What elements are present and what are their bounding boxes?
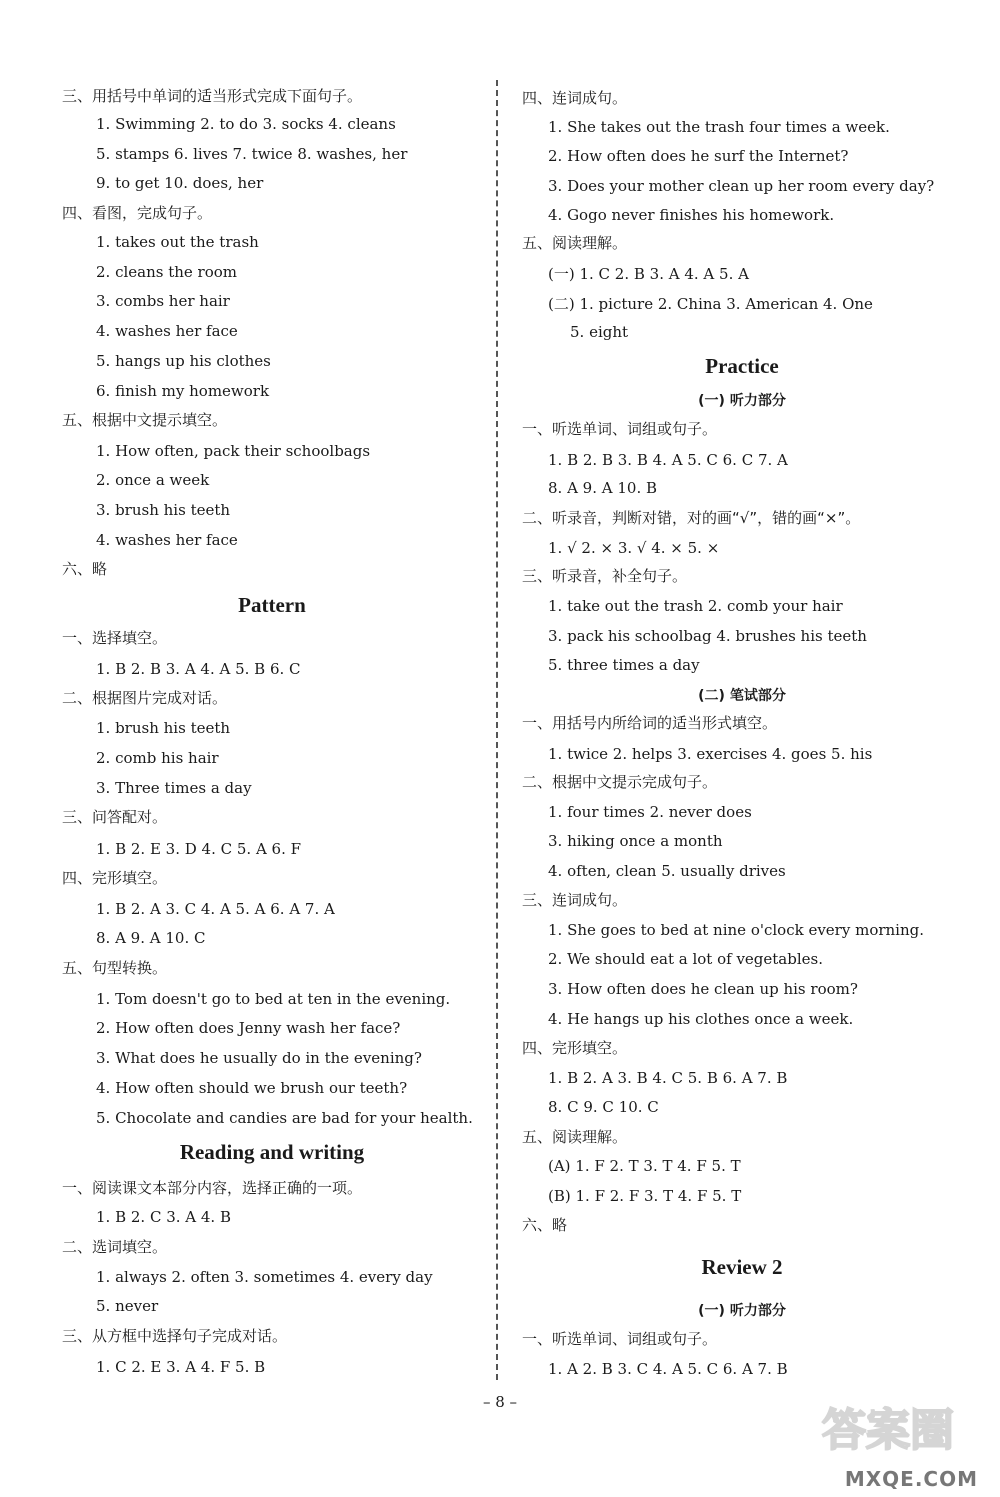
answer-line: 1. always 2. often 3. sometimes 4. every day [96, 1268, 433, 1286]
answer-line: 2. once a week [96, 471, 210, 489]
unit-title: Pattern [238, 593, 306, 617]
answer-line: 2. cleans the room [96, 263, 238, 281]
answer-line: 5. eight [570, 323, 629, 341]
section-heading: 三、用括号中单词的适当形式完成下面句子。 [62, 87, 363, 105]
answer-line: 1. B 2. B 3. B 4. A 5. C 6. C 7. A [548, 451, 788, 469]
answer-line: 1. C 2. E 3. A 4. F 5. B [96, 1358, 266, 1376]
section-heading: 二、根据图片完成对话。 [62, 689, 228, 707]
section-heading: 五、根据中文提示填空。 [62, 411, 228, 429]
section-heading: 二、选词填空。 [62, 1238, 168, 1256]
answer-line: (二) 1. picture 2. China 3. American 4. One [548, 295, 873, 313]
answer-line: (A) 1. F 2. T 3. T 4. F 5. T [548, 1157, 741, 1175]
answer-line: 3. brush his teeth [96, 501, 231, 519]
section-heading: 五、阅读理解。 [522, 1128, 628, 1146]
answer-line: 1. She goes to bed at nine o'clock every morning. [548, 921, 925, 939]
answer-line: 5. stamps 6. lives 7. twice 8. washes, her [96, 145, 408, 163]
answer-line: 4. Gogo never finishes his homework. [548, 206, 835, 224]
watermark-brand: 答案圈 [822, 1405, 954, 1456]
answer-line: 5. never [96, 1297, 159, 1315]
answer-line: 1. She takes out the trash four times a week. [548, 118, 890, 136]
answer-line: 4. washes her face [96, 322, 238, 340]
watermark-url: MXQE.COM [844, 1467, 978, 1491]
section-heading: 二、听录音，判断对错，对的画“√”，错的画“×”。 [522, 509, 861, 527]
answer-line: 8. C 9. C 10. C [548, 1098, 659, 1116]
section-heading: 一、用括号内所给词的适当形式填空。 [522, 714, 778, 732]
answer-line: 2. How often does he surf the Internet? [548, 147, 849, 165]
column-divider [496, 80, 498, 1380]
answer-line: 1. take out the trash 2. comb your hair [548, 597, 843, 615]
answer-line: 3. combs her hair [96, 292, 230, 310]
answer-line: (一) 1. C 2. B 3. A 4. A 5. A [548, 265, 749, 283]
section-heading: 三、听录音，补全句子。 [522, 567, 688, 585]
answer-line: 1. B 2. E 3. D 4. C 5. A 6. F [96, 840, 302, 858]
subsection-title: (二) 笔试部分 [698, 688, 786, 704]
answer-line: 6. finish my homework [96, 382, 270, 400]
answer-line: 1. B 2. C 3. A 4. B [96, 1208, 231, 1226]
answer-line: 2. comb his hair [96, 749, 219, 767]
subsection-title: (一) 听力部分 [698, 393, 786, 409]
answer-line: 4. often, clean 5. usually drives [548, 862, 786, 880]
answer-line: 5. hangs up his clothes [96, 352, 271, 370]
answer-line: 4. He hangs up his clothes once a week. [548, 1010, 854, 1028]
section-heading: 四、完形填空。 [62, 869, 168, 887]
section-heading: 五、句型转换。 [62, 959, 168, 977]
answer-line: 5. Chocolate and candies are bad for your health. [96, 1109, 473, 1127]
unit-title: Review 2 [701, 1255, 783, 1279]
section-heading: 一、阅读课文本部分内容，选择正确的一项。 [62, 1179, 363, 1197]
section-heading: 六、略 [522, 1216, 568, 1234]
answer-line: 1. Swimming 2. to do 3. socks 4. cleans [96, 115, 396, 133]
section-heading: 四、连词成句。 [522, 89, 628, 107]
section-heading: 三、从方框中选择句子完成对话。 [62, 1327, 288, 1345]
answer-line: 3. Does your mother clean up her room every day? [548, 177, 935, 195]
answer-line: 3. Three times a day [96, 779, 252, 797]
section-heading: 六、略 [62, 560, 108, 578]
unit-title: Reading and writing [179, 1140, 365, 1164]
answer-line: 5. three times a day [548, 656, 700, 674]
answer-line: (B) 1. F 2. F 3. T 4. F 5. T [548, 1187, 742, 1205]
answer-line: 4. How often should we brush our teeth? [96, 1079, 408, 1097]
unit-title: Practice [705, 354, 779, 378]
answer-line: 1. How often, pack their schoolbags [96, 442, 371, 460]
section-heading: 一、选择填空。 [62, 629, 168, 647]
answer-line: 3. How often does he clean up his room? [548, 980, 858, 998]
answer-line: 1. twice 2. helps 3. exercises 4. goes 5. his [548, 745, 873, 763]
answer-line: 1. √ 2. × 3. √ 4. × 5. × [548, 539, 720, 557]
section-heading: 三、连词成句。 [522, 891, 628, 909]
subsection-title: (一) 听力部分 [698, 1303, 786, 1319]
answer-line: 8. A 9. A 10. B [548, 479, 658, 497]
answer-line: 1. brush his teeth [96, 719, 231, 737]
answer-line: 3. hiking once a month [548, 832, 723, 850]
answer-line: 8. A 9. A 10. C [96, 929, 206, 947]
section-heading: 一、听选单词、词组或句子。 [522, 1330, 718, 1348]
page-number: – 8 – [482, 1393, 518, 1411]
answer-line: 1. Tom doesn't go to bed at ten in the evening. [96, 990, 451, 1008]
answer-line: 1. four times 2. never does [548, 803, 752, 821]
answer-line: 9. to get 10. does, her [96, 174, 264, 192]
answer-line: 3. What does he usually do in the evening? [96, 1049, 422, 1067]
section-heading: 四、看图，完成句子。 [62, 204, 213, 222]
section-heading: 四、完形填空。 [522, 1039, 628, 1057]
answer-line: 1. B 2. A 3. B 4. C 5. B 6. A 7. B [548, 1069, 788, 1087]
section-heading: 三、问答配对。 [62, 808, 168, 826]
answer-line: 3. pack his schoolbag 4. brushes his teeth [548, 627, 867, 645]
answer-line: 1. A 2. B 3. C 4. A 5. C 6. A 7. B [548, 1360, 788, 1378]
section-heading: 五、阅读理解。 [522, 234, 628, 252]
section-heading: 二、根据中文提示完成句子。 [522, 773, 718, 791]
answer-line: 2. We should eat a lot of vegetables. [548, 950, 823, 968]
answer-line: 1. B 2. B 3. A 4. A 5. B 6. C [96, 660, 301, 678]
section-heading: 一、听选单词、词组或句子。 [522, 420, 718, 438]
answer-line: 4. washes her face [96, 531, 238, 549]
answer-line: 1. B 2. A 3. C 4. A 5. A 6. A 7. A [96, 900, 335, 918]
answer-line: 2. How often does Jenny wash her face? [96, 1019, 401, 1037]
answer-line: 1. takes out the trash [96, 233, 259, 251]
